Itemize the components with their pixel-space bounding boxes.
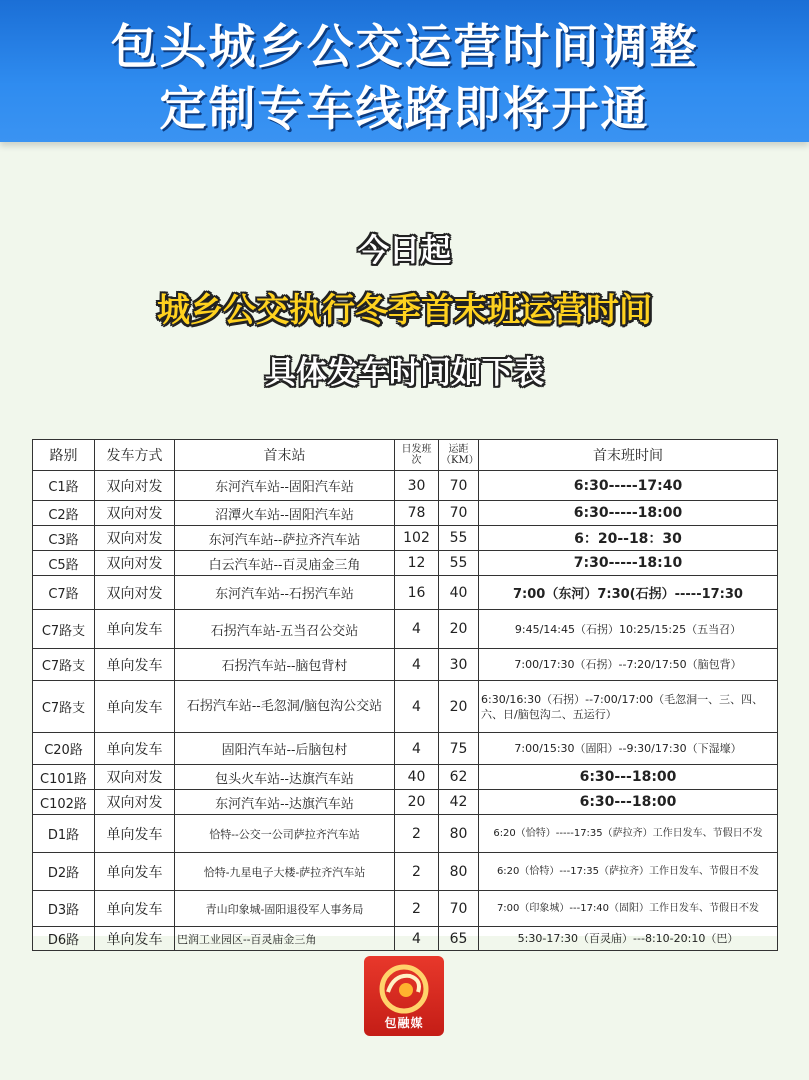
table-row xyxy=(33,790,778,815)
header-time: 首末班时间 xyxy=(479,440,778,471)
cell-distance: 55 xyxy=(439,551,479,576)
cell-route: C7路支 xyxy=(33,681,95,733)
header-stops: 首末站 xyxy=(175,440,395,471)
cell-stops: 东河汽车站--石拐汽车站 xyxy=(175,576,395,610)
cell-route: D1路 xyxy=(33,815,95,853)
header-route: 路别 xyxy=(33,440,95,471)
cell-trips: 2 xyxy=(395,853,439,891)
cell-time: 7:30-----18:10 xyxy=(479,551,778,576)
cell-route: D2路 xyxy=(33,853,95,891)
schedule-table-container xyxy=(32,439,777,948)
table-row xyxy=(33,853,778,891)
table-row xyxy=(33,471,778,501)
cell-trips: 78 xyxy=(395,501,439,526)
cell-mode: 单向发车 xyxy=(95,891,175,927)
cell-trips: 2 xyxy=(395,815,439,853)
cell-time: 6:30---18:00 xyxy=(479,790,778,815)
cell-stops: 石拐汽车站--毛忽洞/脑包沟公交站 xyxy=(175,681,395,733)
cell-distance: 62 xyxy=(439,765,479,790)
cell-trips: 4 xyxy=(395,649,439,681)
cell-route: C102路 xyxy=(33,790,95,815)
cell-distance: 70 xyxy=(439,501,479,526)
cell-distance: 80 xyxy=(439,815,479,853)
title-banner xyxy=(0,0,809,142)
table-row xyxy=(33,891,778,927)
cell-trips: 4 xyxy=(395,733,439,765)
header-trips: 日发班次 xyxy=(395,440,439,471)
cell-distance: 80 xyxy=(439,853,479,891)
cell-distance: 20 xyxy=(439,610,479,649)
cell-route: C1路 xyxy=(33,471,95,501)
cell-time: 6:30-----17:40 xyxy=(479,471,778,501)
cell-mode: 双向对发 xyxy=(95,551,175,576)
cell-distance: 70 xyxy=(439,471,479,501)
cell-mode: 双向对发 xyxy=(95,790,175,815)
cell-distance: 20 xyxy=(439,681,479,733)
header-mode: 发车方式 xyxy=(95,440,175,471)
banner-title-line2: 定制专车线路即将开通 xyxy=(159,82,650,137)
cell-time: 7:00（东河）7:30(石拐）-----17:30 xyxy=(479,576,778,610)
cell-time: 6:20（恰特）-----17:35（萨拉齐）工作日发车、节假日不发 xyxy=(479,815,778,853)
cell-route: C101路 xyxy=(33,765,95,790)
cell-mode: 双向对发 xyxy=(95,526,175,551)
cell-trips: 12 xyxy=(395,551,439,576)
cell-distance: 70 xyxy=(439,891,479,927)
cell-stops: 东河汽车站--萨拉齐汽车站 xyxy=(175,526,395,551)
cell-stops: 巴润工业园区--百灵庙金三角 xyxy=(175,927,395,951)
cell-mode: 单向发车 xyxy=(95,733,175,765)
cell-trips: 102 xyxy=(395,526,439,551)
cell-trips: 16 xyxy=(395,576,439,610)
cell-stops: 包头火车站--达旗汽车站 xyxy=(175,765,395,790)
cell-time: 6:30/16:30（石拐）--7:00/17:00（毛忽洞一、三、四、六、日/脑包沟二、五运行） xyxy=(479,681,778,733)
table-row xyxy=(33,501,778,526)
cell-distance: 42 xyxy=(439,790,479,815)
cell-stops: 石拐汽车站--脑包背村 xyxy=(175,649,395,681)
table-row xyxy=(33,927,778,951)
table-row xyxy=(33,815,778,853)
cell-distance: 40 xyxy=(439,576,479,610)
cell-mode: 双向对发 xyxy=(95,765,175,790)
logo-text: 包融媒 xyxy=(384,1016,424,1030)
table-row xyxy=(33,681,778,733)
cell-route: C7路 xyxy=(33,576,95,610)
cell-trips: 30 xyxy=(395,471,439,501)
cell-route: C5路 xyxy=(33,551,95,576)
cell-trips: 4 xyxy=(395,681,439,733)
cell-trips: 40 xyxy=(395,765,439,790)
table-row xyxy=(33,526,778,551)
cell-time: 6:30---18:00 xyxy=(479,765,778,790)
cell-route: C20路 xyxy=(33,733,95,765)
cell-route: C7路支 xyxy=(33,649,95,681)
cell-stops: 白云汽车站--百灵庙金三角 xyxy=(175,551,395,576)
cell-distance: 75 xyxy=(439,733,479,765)
table-row xyxy=(33,733,778,765)
cell-mode: 单向发车 xyxy=(95,853,175,891)
table-row xyxy=(33,649,778,681)
cell-route: C3路 xyxy=(33,526,95,551)
table-row xyxy=(33,610,778,649)
cell-time: 7:00/17:30（石拐）--7:20/17:50（脑包背） xyxy=(479,649,778,681)
cell-mode: 单向发车 xyxy=(95,927,175,951)
cell-mode: 双向对发 xyxy=(95,501,175,526)
cell-route: D3路 xyxy=(33,891,95,927)
cell-trips: 20 xyxy=(395,790,439,815)
cell-stops: 恰特-九星电子大楼-萨拉齐汽车站 xyxy=(175,853,395,891)
table-header-row xyxy=(33,440,778,471)
cell-stops: 东河汽车站--达旗汽车站 xyxy=(175,790,395,815)
header-distance: 运距（KM） xyxy=(439,440,479,471)
headline-detail: 具体发车时间如下表 xyxy=(265,355,544,391)
media-logo xyxy=(364,956,444,1036)
cell-stops: 恰特--公交一公司萨拉齐汽车站 xyxy=(175,815,395,853)
headline-today: 今日起 xyxy=(358,233,451,269)
cell-mode: 双向对发 xyxy=(95,576,175,610)
cell-mode: 单向发车 xyxy=(95,649,175,681)
cell-route: C7路支 xyxy=(33,610,95,649)
schedule-table xyxy=(32,439,778,951)
cell-distance: 55 xyxy=(439,526,479,551)
cell-stops: 固阳汽车站--后脑包村 xyxy=(175,733,395,765)
cell-trips: 4 xyxy=(395,927,439,951)
cell-time: 6:20（恰特）---17:35（萨拉齐）工作日发车、节假日不发 xyxy=(479,853,778,891)
table-row xyxy=(33,551,778,576)
cell-time: 9:45/14:45（石拐）10:25/15:25（五当召） xyxy=(479,610,778,649)
cell-time: 7:00（印象城）---17:40（固阳）工作日发车、节假日不发 xyxy=(479,891,778,927)
cell-time: 5:30-17:30（百灵庙）---8:10-20:10（巴） xyxy=(479,927,778,951)
cell-distance: 30 xyxy=(439,649,479,681)
cell-mode: 单向发车 xyxy=(95,681,175,733)
table-row xyxy=(33,576,778,610)
cell-stops: 沼潭火车站--固阳汽车站 xyxy=(175,501,395,526)
cell-trips: 4 xyxy=(395,610,439,649)
cell-time: 6：20--18：30 xyxy=(479,526,778,551)
cell-mode: 单向发车 xyxy=(95,815,175,853)
cell-mode: 双向对发 xyxy=(95,471,175,501)
cell-stops: 青山印象城-固阳退役军人事务局 xyxy=(175,891,395,927)
cell-route: C2路 xyxy=(33,501,95,526)
table-row xyxy=(33,765,778,790)
cell-time: 6:30-----18:00 xyxy=(479,501,778,526)
cell-route: D6路 xyxy=(33,927,95,951)
cell-distance: 65 xyxy=(439,927,479,951)
cell-stops: 石拐汽车站-五当召公交站 xyxy=(175,610,395,649)
cell-mode: 单向发车 xyxy=(95,610,175,649)
cell-time: 7:00/15:30（固阳）--9:30/17:30（下湿壕） xyxy=(479,733,778,765)
headline-policy: 城乡公交执行冬季首末班运营时间 xyxy=(157,290,652,329)
cell-trips: 2 xyxy=(395,891,439,927)
cell-stops: 东河汽车站--固阳汽车站 xyxy=(175,471,395,501)
banner-title-line1: 包头城乡公交运营时间调整 xyxy=(110,20,699,75)
